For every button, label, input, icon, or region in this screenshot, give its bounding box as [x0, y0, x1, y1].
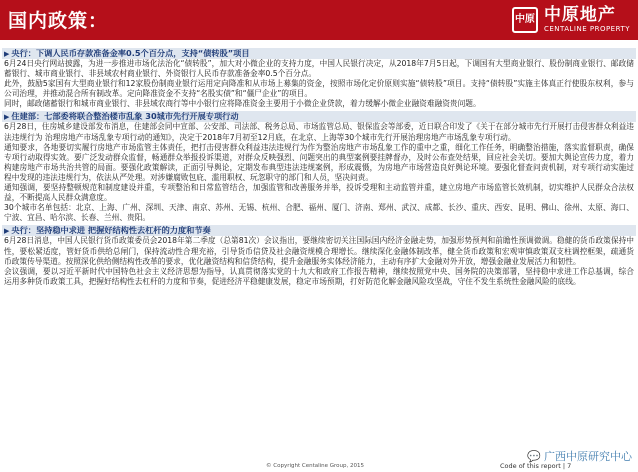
paragraph: 通知强调，要坚持整顿规范和制度建设并重，专项整治和日常监管结合，加强监管和改善服务并举，投诉受理和主动监管并重，建立房地产市场监管长效机制，切实维护人民群众合法权益，不断提高人民群众满意度。	[4, 183, 634, 203]
paragraph: 通知要求，各地要切实履行房地产市场监管主体责任，把打击侵害群众利益违法违规行为作为整治房地产市场乱象工作的重中之重，细化工作任务，明确整治措施，落实监督职责，确保专项行动取得实效。要广泛发动群众监督，畅通群众举报投诉渠道，对群众反映强烈、问题突出的典型案例要挂牌督办，及时公布查处结果，回应社会关切。要加大舆论宣传力度，着力构建房地产市场共治共管的局面。要强化政策解读，正面引导舆论，定期发布典型违法违规案例，形成震慑，为房地产市场营造良好舆论环境。要强化督查问责机制，对专项行动实施过程中发现的违法违规行为，依法从严处理。对涉嫌腐败包庇、滥用职权、玩忽职守的部门和人员，坚决问责。	[4, 142, 634, 182]
paragraph: 30个城市名单包括：北京、上海、广州、深圳、天津、南京、苏州、无锡、杭州、合肥、福州、厦门、济南、郑州、武汉、成都、长沙、重庆、西安、昆明、佛山、徐州、太原、海口、宁波、宜昌、哈尔滨、长春、兰州、贵阳。	[4, 203, 634, 223]
page-title: 国内政策：	[8, 10, 109, 32]
copyright-text: © Copyright Centaline Group, 2015	[266, 463, 365, 469]
section-heading-pboc-deleveraging: ▶ 央行：坚持稳中求进 把握好结构性去杠杆的力度和节奏	[2, 225, 636, 236]
logo-seal-icon: 中原	[512, 7, 538, 33]
watermark-text: 广西中原研究中心	[544, 450, 632, 463]
triangle-bullet-icon: ▶	[4, 227, 10, 236]
policy-content	[2, 46, 636, 287]
paragraph: 6月28日，住房城乡建设部发布消息，住建部会同中宣部、公安部、司法部、税务总局、市场监管总局、银保监会等部委，近日联合印发了《关于在部分城市先行开展打击侵害群众利益违法违规行为 治理房地产市场乱象专项行动的通知》，决定于2018年7月初至12月底，在北京、上海等30个城市先行开展治理房地产市场乱象专项行动。	[4, 122, 634, 142]
triangle-bullet-icon: ▶	[4, 50, 10, 58]
header-bar	[0, 0, 638, 40]
paragraph: 6月28日消息，中国人民银行货币政策委员会2018年第二季度（总第81次）会议指出，要继续密切关注国际国内经济金融走势，加强形势预判和前瞻性预调微调。稳健的货币政策保持中性，要松紧适度，管好货币供给总闸门，保持流动性合理充裕，引导货币信贷及社会融资规模合理增长。继续深化金融体制改革，健全货币政策和宏观审慎政策双支柱调控框架，疏通货币政策传导渠道。按照深化供给侧结构性改革的要求，优化融资结构和信贷结构，提升金融服务实体经济能力，主动有序扩大金融对外开放，增强金融业发展活力和韧性。	[4, 236, 634, 266]
watermark	[527, 448, 632, 464]
paragraph: 同时，邮政储蓄银行和城市商业银行、非县域农商行等中小银行应将降准资金主要用于小微企业贷款，着力缓解小微企业融资难融资贵问题。	[4, 99, 481, 109]
wechat-icon: 💬	[527, 449, 541, 463]
section-heading-mohurd: ▶ 住建部：七部委将联合整治楼市乱象 30城市先行开展专项行动	[2, 111, 636, 122]
page-info: Code of this report | 7	[500, 462, 572, 470]
paragraph: 会议强调，要以习近平新时代中国特色社会主义经济思想为指导，认真贯彻落实党的十九大和政府工作报告精神，继续按照党中央、国务院的决策部署，坚持稳中求进工作总基调，综合运用多种货币政策工具，把握好结构性去杠杆的力度和节奏，促进经济平稳健康发展，稳定市场预期，打好防范化解金融风险攻坚战，守住不发生系统性金融风险的底线。	[4, 266, 634, 286]
section-heading-pboc-rrr: ▶ 央行：下调人民币存款准备金率0.5个百分点，支持“债转股”项目	[2, 48, 636, 59]
page-number: 7	[567, 462, 572, 470]
triangle-bullet-icon: ▶	[4, 113, 10, 122]
logo-name-cn: 中原地产	[543, 5, 616, 25]
paragraph: 此外，鼓励5家国有大型商业银行和12家股份制商业银行运用定向降准和从市场上募集的资金，按照市场化定价原则实施“债转股”项目。支持“债转股”实施主体真正行使股东权利，参与公司治理，并推动混合所有制改革。定向降准资金不支持“名股实债”和“僵尸企业”的项目。	[4, 79, 634, 99]
logo-name-en: CENTALINE PROPERTY	[543, 25, 630, 33]
paragraph: 6月24日央行网站披露，为进一步推进市场化法治化“债转股”，加大对小微企业的支持力度，中国人民银行决定，从2018年7月5日起，下调国有大型商业银行、股份制商业银行、邮政储蓄银行、城市商业银行、非县域农村商业银行、外资银行人民币存款准备金率0.5个百分点。	[4, 59, 634, 79]
centaline-logo	[512, 4, 630, 36]
